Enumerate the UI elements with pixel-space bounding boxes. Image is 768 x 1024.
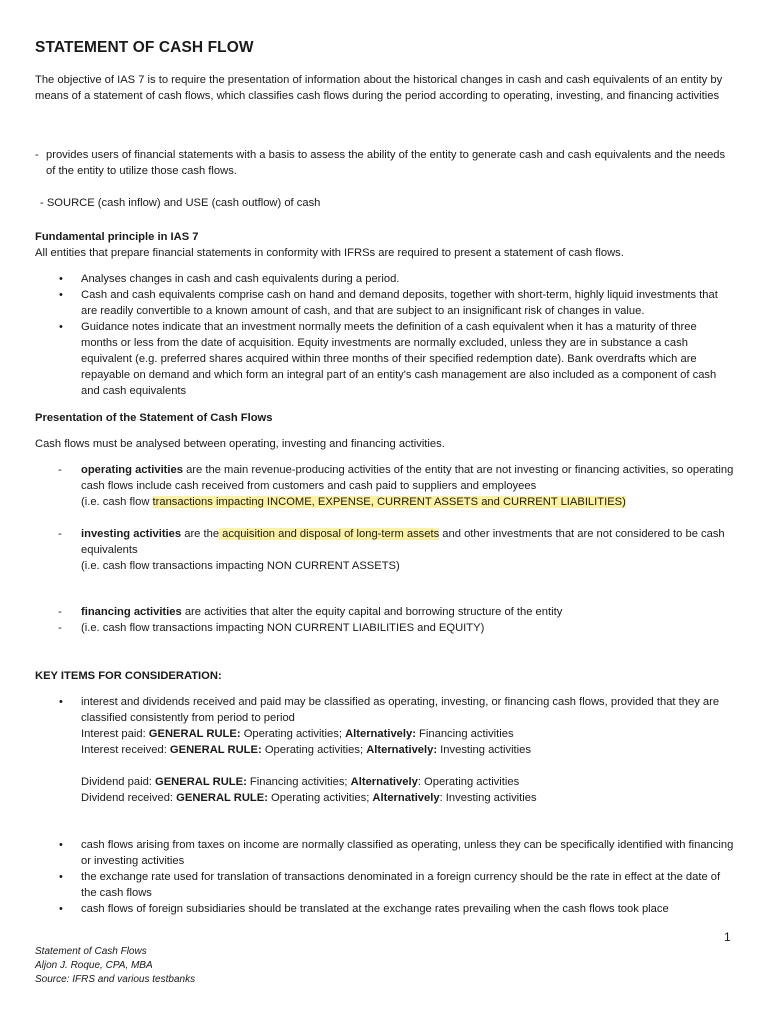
general-rule-label: GENERAL RULE: — [155, 776, 247, 788]
alternatively-label: Alternatively: — [345, 728, 416, 740]
financing-note: (i.e. cash flow transactions impacting NON CURRENT LIABILITIES and EQUITY) — [81, 622, 485, 634]
investing-note: (i.e. cash flow transactions impacting NON CURRENT ASSETS) — [81, 560, 400, 572]
operating-note: (i.e. cash flow — [81, 496, 153, 508]
page-footer — [35, 945, 195, 987]
dash-item-purpose — [35, 147, 735, 179]
list-item: • cash flows arising from taxes on income are normally classified as operating, unless they can be specifically identified with financing or investing activities — [35, 837, 735, 869]
dash-symbol: - — [35, 149, 39, 161]
footer-line: Source: IFRS and various testbanks — [35, 974, 196, 985]
general-rule-label: GENERAL RULE: — [169, 744, 262, 756]
interest-dividends-text: interest and dividends received and paid may be classified as operating, investing, or financing cash flows, provided that they are classified consistently from period to period — [81, 696, 720, 724]
dash-symbol: - — [58, 464, 62, 476]
operating-term: operating activities — [81, 464, 183, 476]
intro-paragraph: The objective of IAS 7 is to require the presentation of information about the historical changes in cash and cash equivalents of an entity by means of a statement of cash flows, which classifies cash flows during the period according to operating, investing, and financing activities — [35, 74, 723, 102]
fundamental-heading: Fundamental principle in IAS 7 — [35, 231, 199, 243]
investing-text-b: and other investments that are not considered to be cash equivalents — [81, 528, 725, 556]
alternatively-label: Alternatively: — [366, 744, 438, 756]
financing-text: are activities that alter the equity capital and borrowing structure of the entity — [181, 606, 563, 618]
dash-symbol: - — [58, 606, 62, 618]
dash-item-text: provides users of financial statements with a basis to assess the ability of the entity to generate cash and cash equivalents and the needs of the entity to utilize those cash flows. — [46, 149, 726, 177]
list-item: • cash flows of foreign subsidiaries should be translated at the exchange rates prevailing when the cash flows took place — [35, 901, 735, 917]
key-items-list-2 — [35, 837, 735, 917]
footer-line: Aljon J. Roque, CPA, MBA — [35, 960, 153, 971]
dividend-paid-label: Dividend paid: — [81, 776, 156, 788]
alternatively-label: Alternatively — [350, 776, 418, 788]
alternatively-label: Alternatively — [372, 792, 440, 804]
page-title: STATEMENT OF CASH FLOW — [35, 39, 254, 56]
operating-activities-item — [35, 462, 735, 510]
financing-term: financing activities — [81, 606, 182, 618]
dividend-received-label: Dividend received: — [81, 792, 177, 804]
source-use-line: - SOURCE (cash inflow) and USE (cash outflow) of cash — [40, 197, 321, 209]
investing-term: investing activities — [81, 528, 182, 540]
operating-note-highlight: transactions impacting INCOME, EXPENSE, CURRENT ASSETS and CURRENT LIABILITIES) — [152, 496, 626, 508]
list-item: • the exchange rate used for translation of transactions denominated in a foreign currency should be the rate in effect at the date of the cash flows — [35, 869, 735, 901]
general-rule-label: GENERAL RULE: — [176, 792, 268, 804]
list-item: • Guidance notes indicate that an investment normally meets the definition of a cash equivalent when it has a maturity of three months or less from the date of acquisition. Equity investments are normally excluded, unless they are in substance a cash equivalent (e.g. preferred shares acquired within three months of their specified redemption date). Bank overdrafts which are repayable on demand and which form an integral part of an entity's cash management are also included as a component of cash and cash equivalents — [35, 319, 735, 399]
presentation-heading: Presentation of the Statement of Cash Flows — [35, 412, 273, 424]
interest-paid-label: Interest paid: — [81, 728, 149, 740]
dash-symbol: - — [58, 622, 62, 634]
fundamental-text: All entities that prepare financial statements in conformity with IFRSs are required to present a statement of cash flows. — [35, 247, 624, 259]
dash-symbol: - — [58, 528, 62, 540]
interest-paid-alt: Financing activities — [415, 728, 514, 740]
list-item: • Analyses changes in cash and cash equivalents during a period. — [35, 271, 735, 287]
interest-received-alt: Investing activities — [437, 744, 531, 756]
dividend-paid-alt: : Operating activities — [417, 776, 520, 788]
key-items-list — [35, 694, 735, 806]
investing-highlight: acquisition and disposal of long-term assets — [219, 528, 440, 540]
investing-activities-item — [35, 526, 735, 574]
interest-paid-rule: Operating activities; — [240, 728, 346, 740]
general-rule-label: GENERAL RULE: — [148, 728, 241, 740]
dividend-received-rule: Operating activities; — [267, 792, 373, 804]
presentation-text: Cash flows must be analysed between operating, investing and financing activities. — [35, 438, 445, 450]
operating-text: are the main revenue-producing activities of the entity that are not investing or financing activities, so operating cash flows include cash received from customers and cash paid to suppliers and employees — [81, 464, 734, 492]
page-number: 1 — [724, 930, 731, 944]
interest-received-label: Interest received: — [81, 744, 170, 756]
list-item: • Cash and cash equivalents comprise cash on hand and demand deposits, together with short-term, highly liquid investments that are readily convertible to a known amount of cash, and that are subject to an insignificant risk of changes in value. — [35, 287, 735, 319]
list-item — [35, 694, 735, 806]
financing-activities-item — [35, 604, 735, 636]
interest-received-rule: Operating activities; — [261, 744, 367, 756]
key-items-heading: KEY ITEMS FOR CONSIDERATION: — [35, 670, 222, 682]
dividend-paid-rule: Financing activities; — [246, 776, 351, 788]
footer-line: Statement of Cash Flows — [35, 946, 147, 957]
investing-text: are the — [181, 528, 220, 540]
fundamental-bullet-list — [35, 271, 735, 399]
dividend-received-alt: : Investing activities — [439, 792, 537, 804]
